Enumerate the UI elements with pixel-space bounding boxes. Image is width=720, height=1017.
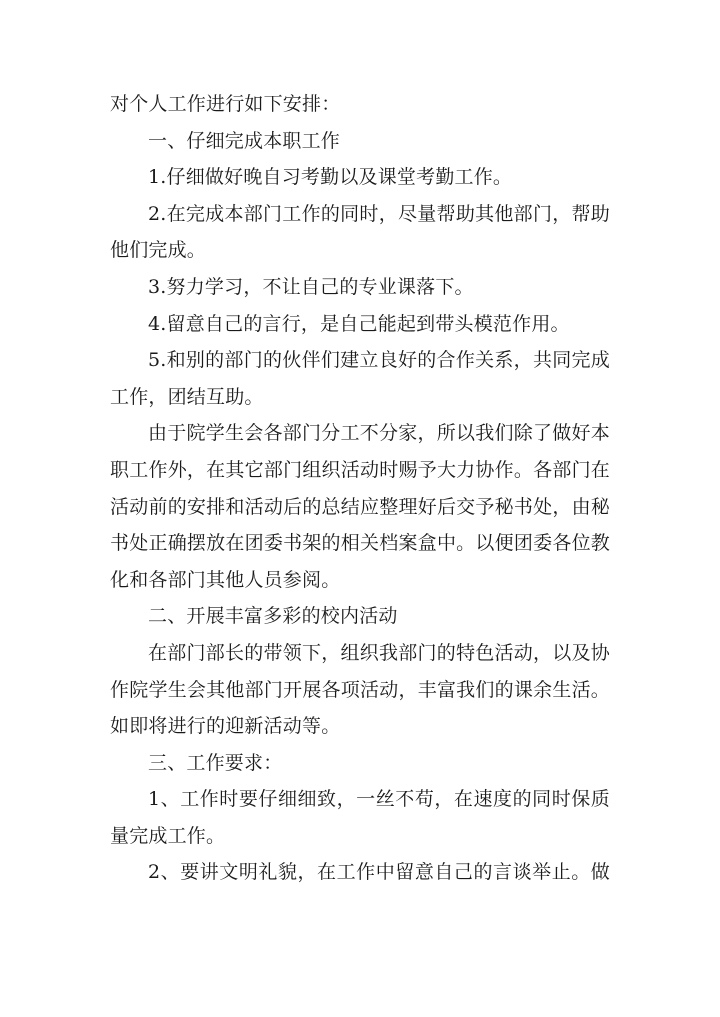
document-body: [110, 86, 610, 891]
section-heading-2: 二、开展丰富多彩的校内活动: [148, 605, 398, 628]
paragraph-2-line-2: 作院学生会其他部门开展各项活动，丰富我们的课余生活。: [110, 678, 610, 701]
section-heading-3: 三、工作要求：: [148, 751, 283, 774]
requirement-1: 1、工作时要仔细细致，一丝不苟，在速度的同时保质: [148, 788, 610, 811]
paragraph-1-line-3: 活动前的安排和活动后的总结应整理好后交予秘书处，由秘: [110, 495, 610, 518]
paragraph-1-line-5: 化和各部门其他人员参阅。: [110, 568, 341, 591]
paragraph-1-line-2: 职工作外，在其它部门组织活动时赐予大力协作。各部门在: [110, 458, 610, 481]
list-item-3: 3.努力学习，不让自己的专业课落下。: [148, 275, 474, 298]
paragraph-2-line-3: 如即将进行的迎新活动等。: [110, 715, 341, 738]
list-item-5: 5.和别的部门的伙伴们建立良好的合作关系，共同完成: [148, 349, 610, 372]
list-item-1: 1.仔细做好晚自习考勤以及课堂考勤工作。: [148, 166, 513, 189]
list-item-5-cont: 工作，团结互助。: [110, 385, 264, 408]
paragraph-1-line-1: 由于院学生会各部门分工不分家，所以我们除了做好本: [148, 422, 610, 445]
list-item-2: 2.在完成本部门工作的同时，尽量帮助其他部门，帮助: [148, 202, 610, 225]
requirement-1-cont: 量完成工作。: [110, 824, 226, 847]
intro-line: 对个人工作进行如下安排：: [110, 93, 341, 115]
requirement-2: 2、要讲文明礼貌，在工作中留意自己的言谈举止。做: [148, 861, 610, 884]
paragraph-1-line-4: 书处正确摆放在团委书架的相关档案盒中。以便团委各位教: [110, 532, 610, 555]
list-item-2-cont: 他们完成。: [110, 239, 207, 262]
section-heading-1: 一、仔细完成本职工作: [148, 129, 341, 152]
list-item-4: 4.留意自己的言行，是自己能起到带头模范作用。: [148, 312, 570, 335]
paragraph-2-line-1: 在部门部长的带领下，组织我部门的特色活动，以及协: [148, 641, 610, 664]
